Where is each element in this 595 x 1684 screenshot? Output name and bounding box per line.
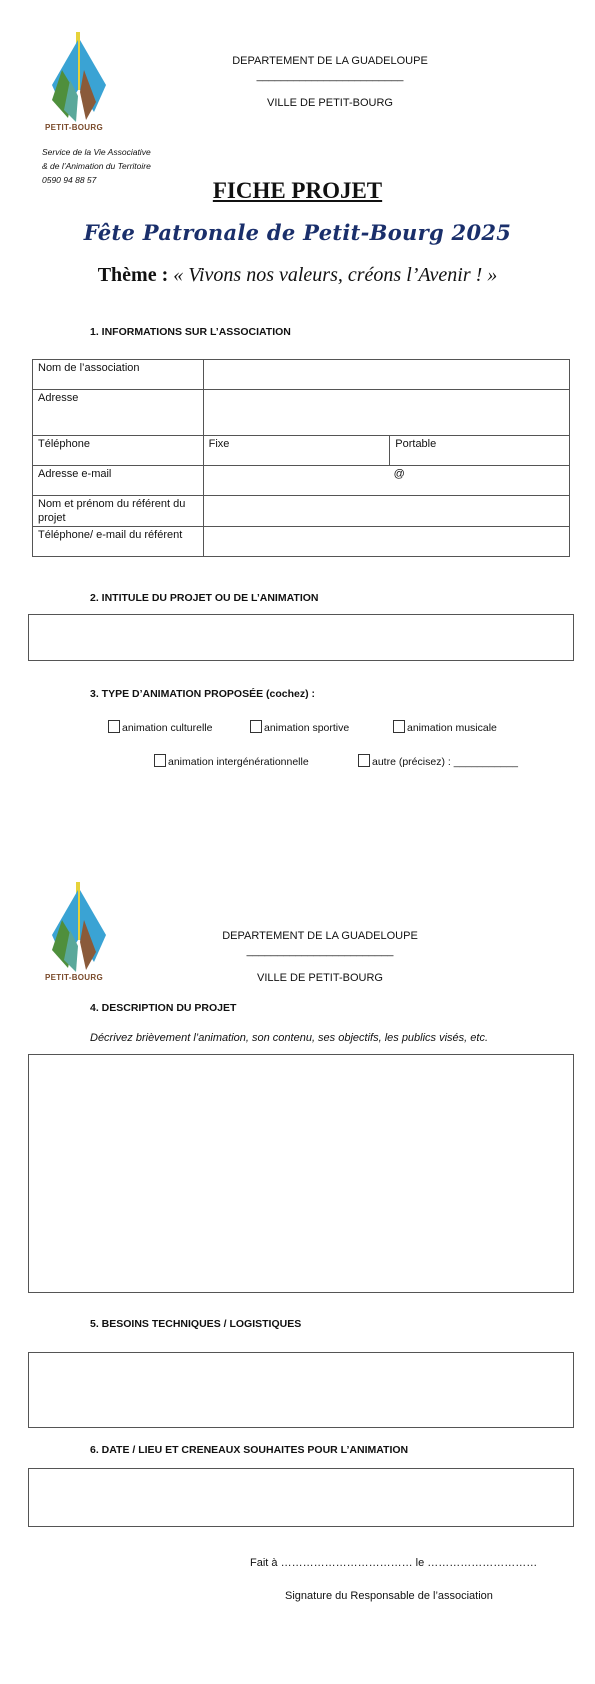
theme-line <box>0 264 595 287</box>
section-5-heading: 5. BESOINS TECHNIQUES / LOGISTIQUES <box>90 1318 302 1330</box>
project-title-field[interactable] <box>28 614 574 661</box>
page-title: FICHE PROJET <box>212 178 383 203</box>
email-at-sign: @ <box>393 468 405 480</box>
checkbox[interactable] <box>250 720 262 733</box>
field-phone-mobile[interactable]: Portable <box>390 436 570 466</box>
option-label: animation culturelle <box>122 722 213 734</box>
petit-bourg-logo <box>44 30 114 130</box>
signature-label: Signature du Responsable de l’association <box>285 1590 493 1602</box>
technical-needs-field[interactable] <box>28 1352 574 1428</box>
field-phone-fixed[interactable]: Fixe <box>203 436 390 466</box>
header-separator-page-2: ________________________ <box>246 945 394 957</box>
petit-bourg-logo-page-2 <box>44 880 114 980</box>
logo-label-page-2: PETIT-BOURG <box>45 973 103 982</box>
section-4-heading: 4. DESCRIPTION DU PROJET <box>90 1002 237 1014</box>
service-line-2: & de l’Animation du Territoire <box>42 161 151 171</box>
checkbox[interactable] <box>358 754 370 767</box>
field-email[interactable] <box>203 466 569 496</box>
fait-a-line[interactable]: Fait à ……………………………… le ………………………… <box>250 1557 538 1569</box>
field-referent-contact[interactable] <box>203 527 569 557</box>
section-2-heading: 2. INTITULE DU PROJET OU DE L’ANIMATION <box>90 592 319 604</box>
event-title: Fête Patronale de Petit-Bourg 2025 <box>83 220 512 245</box>
label-phone: Téléphone <box>33 436 204 466</box>
theme-label: Thème : <box>97 264 169 286</box>
section-1-heading: 1. INFORMATIONS SUR L’ASSOCIATION <box>90 326 291 338</box>
label-referent: Nom et prénom du référent du projet <box>33 496 204 527</box>
label-email: Adresse e-mail <box>33 466 204 496</box>
city-name-page-2: VILLE DE PETIT-BOURG <box>257 972 383 984</box>
description-field[interactable] <box>28 1054 574 1293</box>
date-location-field[interactable] <box>28 1468 574 1527</box>
checkbox[interactable] <box>154 754 166 767</box>
theme-quote: « Vivons nos valeurs, créons l’Avenir ! » <box>173 264 498 286</box>
field-address[interactable] <box>203 390 569 436</box>
service-line-1: Service de la Vie Associative <box>42 147 151 157</box>
label-address: Adresse <box>33 390 204 436</box>
description-instruction: Décrivez brièvement l’animation, son contenu, ses objectifs, les publics visés, etc. <box>90 1032 489 1044</box>
city-name: VILLE DE PETIT-BOURG <box>267 97 393 109</box>
section-3-heading: 3. TYPE D’ANIMATION PROPOSÉE (cochez) : <box>90 688 316 700</box>
option-musicale[interactable] <box>393 720 497 734</box>
option-label: autre (précisez) : ___________ <box>372 756 518 768</box>
field-association-name[interactable] <box>203 360 569 390</box>
header-separator: ________________________ <box>256 70 404 82</box>
department-name-page-2: DEPARTEMENT DE LA GUADELOUPE <box>222 930 418 942</box>
logo-label: PETIT-BOURG <box>45 123 103 132</box>
option-label: animation intergénérationnelle <box>168 756 309 768</box>
option-label: animation musicale <box>407 722 497 734</box>
option-intergenerationnelle[interactable] <box>154 754 309 768</box>
section-6-heading: 6. DATE / LIEU ET CRENEAUX SOUHAITES POUR L’ANIMATION <box>90 1444 409 1456</box>
option-culturelle[interactable] <box>108 720 212 734</box>
label-referent-contact: Téléphone/ e-mail du référent <box>33 527 204 557</box>
department-name: DEPARTEMENT DE LA GUADELOUPE <box>232 55 428 67</box>
option-sportive[interactable] <box>250 720 349 734</box>
option-label: animation sportive <box>264 722 350 734</box>
service-phone: 0590 94 88 57 <box>42 175 97 185</box>
checkbox[interactable] <box>108 720 120 733</box>
association-info-table <box>32 359 570 557</box>
label-association-name: Nom de l’association <box>33 360 204 390</box>
checkbox[interactable] <box>393 720 405 733</box>
option-autre[interactable] <box>358 754 518 768</box>
field-referent[interactable] <box>203 496 569 527</box>
